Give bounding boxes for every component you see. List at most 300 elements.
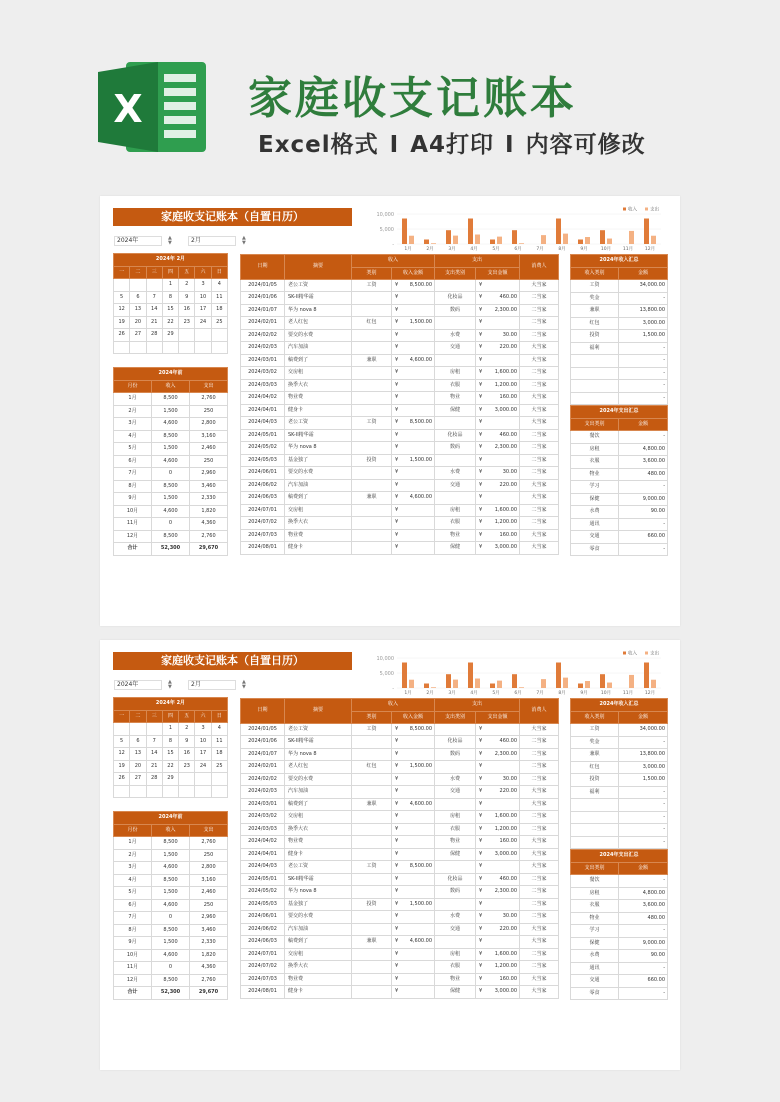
ledger-date[interactable]: 2024/08/01 [241,986,285,999]
ledger-income-category[interactable] [352,404,392,417]
ledger-expense-amount[interactable] [476,786,520,799]
ledger-date[interactable]: 2024/06/01 [241,911,285,924]
ledger-spender[interactable]: 大当家 [520,986,559,999]
ledger-expense-category[interactable]: 化妆品 [435,873,476,886]
ledger-desc[interactable]: SK-II精华霜 [285,429,352,442]
ledger-expense-amount[interactable] [476,529,520,542]
calendar-day[interactable]: 20 [130,760,146,773]
ledger-income-amount[interactable] [392,342,435,355]
ledger-spender[interactable]: 二当家 [520,367,559,380]
calendar-day[interactable] [146,341,162,354]
calendar-day[interactable] [195,341,211,354]
calendar-day[interactable]: 10 [195,291,211,304]
ledger-income-amount[interactable] [392,836,435,849]
ledger-spender[interactable]: 二当家 [520,292,559,305]
ledger-date[interactable]: 2024/06/02 [241,923,285,936]
ledger-expense-amount[interactable] [476,492,520,505]
ledger-income-category[interactable]: 兼职 [352,936,392,949]
ledger-expense-category[interactable]: 衣服 [435,823,476,836]
ledger-date[interactable]: 2024/02/01 [241,317,285,330]
ledger-spender[interactable]: 二当家 [520,761,559,774]
ledger-spender[interactable]: 大当家 [520,936,559,949]
ledger-expense-amount[interactable] [476,761,520,774]
ledger-desc[interactable]: 稿费到了 [285,936,352,949]
ledger-desc[interactable]: 换季大衣 [285,517,352,530]
calendar-day[interactable]: 26 [114,773,130,786]
ledger-date[interactable]: 2024/01/05 [241,723,285,736]
ledger-expense-category[interactable]: 物业 [435,392,476,405]
ledger-expense-category[interactable]: 化妆品 [435,292,476,305]
ledger-date[interactable]: 2024/02/03 [241,786,285,799]
calendar-day[interactable]: 1 [162,279,178,292]
ledger-spender[interactable]: 二当家 [520,823,559,836]
ledger-desc[interactable]: 华为 nova 8 [285,442,352,455]
ledger-income-amount[interactable] [392,504,435,517]
ledger-desc[interactable]: 交房租 [285,811,352,824]
calendar-day[interactable]: 13 [130,748,146,761]
calendar-day[interactable] [114,785,130,798]
calendar-day[interactable]: 16 [179,304,195,317]
ledger-date[interactable]: 2024/07/01 [241,948,285,961]
ledger-date[interactable]: 2024/05/02 [241,886,285,899]
ledger-expense-category[interactable] [435,723,476,736]
ledger-date[interactable]: 2024/01/06 [241,292,285,305]
ledger-desc[interactable]: 老人红包 [285,761,352,774]
calendar-day[interactable]: 7 [146,291,162,304]
ledger-income-category[interactable] [352,836,392,849]
calendar-day[interactable]: 1 [162,723,178,736]
ledger-date[interactable]: 2024/06/03 [241,492,285,505]
calendar-day[interactable] [130,785,146,798]
ledger-income-category[interactable] [352,886,392,899]
ledger-date[interactable]: 2024/04/02 [241,392,285,405]
ledger-expense-category[interactable] [435,317,476,330]
ledger-expense-amount[interactable] [476,354,520,367]
ledger-desc[interactable]: 健身卡 [285,986,352,999]
ledger-income-amount[interactable] [392,973,435,986]
ledger-desc[interactable]: 要交的水费 [285,329,352,342]
ledger-income-category[interactable] [352,823,392,836]
ledger-expense-amount[interactable] [476,342,520,355]
ledger-date[interactable]: 2024/03/01 [241,798,285,811]
ledger-desc[interactable]: 交房租 [285,948,352,961]
ledger-desc[interactable]: 物业费 [285,529,352,542]
ledger-spender[interactable]: 大当家 [520,786,559,799]
ledger-income-amount[interactable] [392,542,435,555]
ledger-expense-category[interactable]: 水费 [435,773,476,786]
ledger-expense-amount[interactable] [476,467,520,480]
calendar-day[interactable] [179,329,195,342]
calendar-day[interactable]: 14 [146,304,162,317]
ledger-income-category[interactable] [352,479,392,492]
ledger-expense-category[interactable]: 房租 [435,948,476,961]
ledger-expense-amount[interactable] [476,454,520,467]
calendar-day[interactable] [211,773,227,786]
ledger-income-amount[interactable] [392,823,435,836]
ledger-income-category[interactable] [352,848,392,861]
ledger-date[interactable]: 2024/03/02 [241,367,285,380]
ledger-expense-category[interactable]: 衣服 [435,517,476,530]
calendar-day[interactable]: 5 [114,735,130,748]
ledger-spender[interactable]: 二当家 [520,773,559,786]
ledger-income-amount[interactable] [392,479,435,492]
ledger-spender[interactable]: 二当家 [520,948,559,961]
ledger-desc[interactable]: SK-II精华霜 [285,736,352,749]
ledger-expense-category[interactable]: 保健 [435,404,476,417]
ledger-income-amount[interactable] [392,723,435,736]
ledger-expense-category[interactable] [435,861,476,874]
ledger-expense-amount[interactable] [476,773,520,786]
ledger-expense-category[interactable]: 数码 [435,304,476,317]
ledger-income-category[interactable] [352,504,392,517]
ledger-expense-category[interactable]: 交通 [435,786,476,799]
ledger-income-category[interactable] [352,304,392,317]
calendar-day[interactable]: 8 [162,291,178,304]
ledger-date[interactable]: 2024/02/02 [241,773,285,786]
calendar-day[interactable] [114,279,130,292]
ledger-date[interactable]: 2024/07/02 [241,517,285,530]
ledger-expense-category[interactable] [435,279,476,292]
calendar-day[interactable]: 24 [195,760,211,773]
ledger-date[interactable]: 2024/01/07 [241,748,285,761]
ledger-date[interactable]: 2024/04/01 [241,848,285,861]
ledger-date[interactable]: 2024/06/02 [241,479,285,492]
ledger-income-category[interactable] [352,329,392,342]
ledger-expense-amount[interactable] [476,973,520,986]
ledger-income-amount[interactable] [392,861,435,874]
ledger-desc[interactable]: 健身卡 [285,848,352,861]
ledger-desc[interactable]: 物业费 [285,973,352,986]
ledger-expense-category[interactable]: 数码 [435,442,476,455]
ledger-expense-category[interactable] [435,417,476,430]
ledger-income-amount[interactable] [392,467,435,480]
ledger-date[interactable]: 2024/03/03 [241,823,285,836]
ledger-spender[interactable]: 二当家 [520,317,559,330]
ledger-income-amount[interactable] [392,886,435,899]
ledger-income-category[interactable] [352,367,392,380]
ledger-date[interactable]: 2024/04/03 [241,417,285,430]
ledger-income-amount[interactable] [392,936,435,949]
calendar-day[interactable]: 20 [130,316,146,329]
ledger-expense-amount[interactable] [476,517,520,530]
ledger-spender[interactable]: 二当家 [520,442,559,455]
ledger-expense-category[interactable] [435,454,476,467]
ledger-income-category[interactable] [352,973,392,986]
ledger-income-amount[interactable] [392,948,435,961]
ledger-expense-amount[interactable] [476,404,520,417]
ledger-spender[interactable]: 二当家 [520,736,559,749]
calendar-day[interactable]: 8 [162,735,178,748]
ledger-spender[interactable]: 大当家 [520,836,559,849]
ledger-income-category[interactable] [352,517,392,530]
calendar-day[interactable] [211,785,227,798]
ledger-income-category[interactable] [352,811,392,824]
ledger-income-amount[interactable] [392,392,435,405]
ledger-date[interactable]: 2024/07/03 [241,973,285,986]
ledger-expense-amount[interactable] [476,429,520,442]
ledger-expense-amount[interactable] [476,317,520,330]
ledger-income-category[interactable] [352,292,392,305]
ledger-expense-amount[interactable] [476,304,520,317]
ledger-desc[interactable]: 汽车加油 [285,923,352,936]
ledger-expense-category[interactable] [435,354,476,367]
ledger-desc[interactable]: 华为 nova 8 [285,886,352,899]
ledger-income-amount[interactable] [392,773,435,786]
ledger-desc[interactable]: 健身卡 [285,404,352,417]
ledger-income-amount[interactable] [392,517,435,530]
ledger-expense-amount[interactable] [476,736,520,749]
calendar-day[interactable]: 5 [114,291,130,304]
ledger-income-amount[interactable] [392,898,435,911]
ledger-spender[interactable]: 大当家 [520,492,559,505]
ledger-desc[interactable]: 老公工资 [285,279,352,292]
ledger-expense-category[interactable]: 水费 [435,467,476,480]
calendar-day[interactable]: 17 [195,748,211,761]
ledger-income-amount[interactable] [392,417,435,430]
ledger-spender[interactable]: 大当家 [520,529,559,542]
calendar-day[interactable]: 9 [179,291,195,304]
ledger-desc[interactable]: 换季大衣 [285,961,352,974]
ledger-spender[interactable]: 二当家 [520,504,559,517]
calendar-day[interactable] [162,785,178,798]
ledger-date[interactable]: 2024/01/05 [241,279,285,292]
calendar-day[interactable]: 29 [162,773,178,786]
ledger-expense-category[interactable]: 水费 [435,911,476,924]
calendar-day[interactable]: 10 [195,735,211,748]
ledger-expense-category[interactable] [435,492,476,505]
ledger-date[interactable]: 2024/04/03 [241,861,285,874]
calendar-day[interactable] [146,279,162,292]
calendar-day[interactable] [114,723,130,736]
calendar-day[interactable]: 2 [179,279,195,292]
ledger-income-category[interactable]: 工资 [352,723,392,736]
ledger-spender[interactable]: 二当家 [520,429,559,442]
calendar-day[interactable]: 3 [195,723,211,736]
calendar-day[interactable] [179,785,195,798]
ledger-date[interactable]: 2024/07/01 [241,504,285,517]
ledger-expense-category[interactable]: 保健 [435,542,476,555]
calendar-day[interactable] [179,773,195,786]
ledger-income-category[interactable] [352,392,392,405]
calendar-day[interactable]: 4 [211,279,227,292]
ledger-spender[interactable]: 二当家 [520,811,559,824]
calendar-day[interactable]: 4 [211,723,227,736]
ledger-date[interactable]: 2024/02/01 [241,761,285,774]
ledger-expense-category[interactable]: 水费 [435,329,476,342]
ledger-income-amount[interactable] [392,761,435,774]
ledger-spender[interactable]: 大当家 [520,861,559,874]
ledger-expense-amount[interactable] [476,948,520,961]
calendar-day[interactable]: 7 [146,735,162,748]
ledger-spender[interactable]: 大当家 [520,923,559,936]
ledger-expense-amount[interactable] [476,961,520,974]
ledger-expense-category[interactable]: 化妆品 [435,429,476,442]
ledger-date[interactable]: 2024/05/03 [241,898,285,911]
calendar-day[interactable]: 17 [195,304,211,317]
ledger-desc[interactable]: 交房租 [285,367,352,380]
ledger-income-amount[interactable] [392,961,435,974]
ledger-expense-category[interactable]: 交通 [435,923,476,936]
ledger-desc[interactable]: 老公工资 [285,861,352,874]
ledger-desc[interactable]: 稿费到了 [285,492,352,505]
month-selector[interactable] [188,235,246,246]
ledger-expense-category[interactable]: 房租 [435,367,476,380]
month-value[interactable]: 2月 [188,680,236,690]
ledger-desc[interactable]: 汽车加油 [285,786,352,799]
ledger-income-category[interactable]: 工资 [352,279,392,292]
calendar-day[interactable]: 25 [211,316,227,329]
ledger-income-category[interactable] [352,786,392,799]
ledger-date[interactable]: 2024/03/03 [241,379,285,392]
calendar-day[interactable] [195,329,211,342]
ledger-expense-amount[interactable] [476,886,520,899]
ledger-spender[interactable]: 大当家 [520,848,559,861]
ledger-desc[interactable]: 华为 nova 8 [285,748,352,761]
ledger-income-amount[interactable] [392,811,435,824]
ledger-desc[interactable]: 要交的水费 [285,467,352,480]
calendar-day[interactable]: 23 [179,316,195,329]
calendar-day[interactable]: 2 [179,723,195,736]
year-selector[interactable] [114,679,172,690]
ledger-income-amount[interactable] [392,786,435,799]
ledger-expense-amount[interactable] [476,823,520,836]
calendar-day[interactable]: 28 [146,773,162,786]
ledger-spender[interactable]: 二当家 [520,886,559,899]
ledger-spender[interactable]: 大当家 [520,342,559,355]
ledger-income-amount[interactable] [392,292,435,305]
ledger-expense-category[interactable]: 物业 [435,529,476,542]
ledger-desc[interactable]: 老公工资 [285,723,352,736]
ledger-income-amount[interactable] [392,529,435,542]
calendar-day[interactable] [211,329,227,342]
calendar-day[interactable] [130,341,146,354]
ledger-income-category[interactable] [352,736,392,749]
calendar-day[interactable]: 12 [114,304,130,317]
ledger-spender[interactable]: 大当家 [520,404,559,417]
ledger-expense-amount[interactable] [476,329,520,342]
ledger-expense-amount[interactable] [476,836,520,849]
ledger-income-category[interactable]: 兼职 [352,492,392,505]
ledger-desc[interactable]: 老公工资 [285,417,352,430]
calendar-day[interactable] [195,773,211,786]
ledger-income-category[interactable] [352,873,392,886]
calendar-day[interactable]: 21 [146,316,162,329]
calendar-day[interactable]: 14 [146,748,162,761]
calendar-day[interactable]: 29 [162,329,178,342]
calendar-day[interactable]: 6 [130,735,146,748]
ledger-income-category[interactable] [352,379,392,392]
ledger-spender[interactable]: 二当家 [520,517,559,530]
calendar-day[interactable] [130,723,146,736]
calendar-day[interactable]: 24 [195,316,211,329]
ledger-expense-amount[interactable] [476,861,520,874]
ledger-expense-amount[interactable] [476,504,520,517]
ledger-income-category[interactable] [352,961,392,974]
ledger-income-amount[interactable] [392,279,435,292]
ledger-date[interactable]: 2024/02/02 [241,329,285,342]
calendar-day[interactable] [114,341,130,354]
calendar-day[interactable]: 27 [130,773,146,786]
ledger-expense-amount[interactable] [476,723,520,736]
ledger-income-amount[interactable] [392,986,435,999]
ledger-expense-category[interactable]: 交通 [435,479,476,492]
ledger-income-amount[interactable] [392,736,435,749]
ledger-income-amount[interactable] [392,454,435,467]
ledger-income-amount[interactable] [392,442,435,455]
ledger-income-amount[interactable] [392,923,435,936]
ledger-expense-amount[interactable] [476,923,520,936]
ledger-expense-amount[interactable] [476,442,520,455]
ledger-desc[interactable]: 华为 nova 8 [285,304,352,317]
calendar-day[interactable]: 21 [146,760,162,773]
ledger-spender[interactable]: 大当家 [520,417,559,430]
calendar-day[interactable]: 13 [130,304,146,317]
calendar-day[interactable]: 9 [179,735,195,748]
ledger-income-category[interactable] [352,342,392,355]
ledger-desc[interactable]: 基金独了 [285,454,352,467]
ledger-expense-amount[interactable] [476,873,520,886]
ledger-desc[interactable]: 要交的水费 [285,773,352,786]
calendar-day[interactable] [211,341,227,354]
ledger-desc[interactable]: 汽车加油 [285,342,352,355]
ledger-spender[interactable]: 二当家 [520,961,559,974]
ledger-desc[interactable]: 物业费 [285,836,352,849]
ledger-spender[interactable]: 二当家 [520,454,559,467]
ledger-expense-category[interactable]: 物业 [435,836,476,849]
month-spin-icon[interactable]: ▲ ▼ [242,679,246,690]
ledger-income-category[interactable]: 兼职 [352,354,392,367]
ledger-income-category[interactable]: 工资 [352,861,392,874]
ledger-expense-category[interactable]: 保健 [435,986,476,999]
ledger-spender[interactable]: 大当家 [520,279,559,292]
ledger-income-amount[interactable] [392,848,435,861]
ledger-spender[interactable]: 二当家 [520,329,559,342]
ledger-spender[interactable]: 大当家 [520,354,559,367]
ledger-income-category[interactable] [352,911,392,924]
ledger-income-amount[interactable] [392,367,435,380]
ledger-expense-category[interactable]: 数码 [435,886,476,899]
calendar-day[interactable]: 22 [162,760,178,773]
ledger-expense-category[interactable]: 数码 [435,748,476,761]
calendar-day[interactable] [146,723,162,736]
ledger-income-amount[interactable] [392,748,435,761]
ledger-income-amount[interactable] [392,798,435,811]
ledger-expense-category[interactable] [435,936,476,949]
ledger-spender[interactable]: 大当家 [520,392,559,405]
ledger-desc[interactable]: 基金独了 [285,898,352,911]
ledger-income-amount[interactable] [392,492,435,505]
calendar-day[interactable]: 18 [211,304,227,317]
ledger-date[interactable]: 2024/05/02 [241,442,285,455]
ledger-expense-category[interactable]: 化妆品 [435,736,476,749]
year-value[interactable]: 2024年 [114,680,162,690]
ledger-date[interactable]: 2024/03/02 [241,811,285,824]
year-value[interactable]: 2024年 [114,236,162,246]
ledger-date[interactable]: 2024/01/06 [241,736,285,749]
calendar-day[interactable]: 26 [114,329,130,342]
year-selector[interactable] [114,235,172,246]
ledger-spender[interactable]: 二当家 [520,304,559,317]
ledger-desc[interactable]: 交房租 [285,504,352,517]
ledger-income-category[interactable] [352,948,392,961]
month-spin-icon[interactable]: ▲ ▼ [242,235,246,246]
calendar-day[interactable]: 3 [195,279,211,292]
calendar-day[interactable]: 12 [114,748,130,761]
ledger-spender[interactable]: 二当家 [520,873,559,886]
calendar-day[interactable]: 16 [179,748,195,761]
calendar-day[interactable]: 22 [162,316,178,329]
ledger-spender[interactable]: 二当家 [520,379,559,392]
